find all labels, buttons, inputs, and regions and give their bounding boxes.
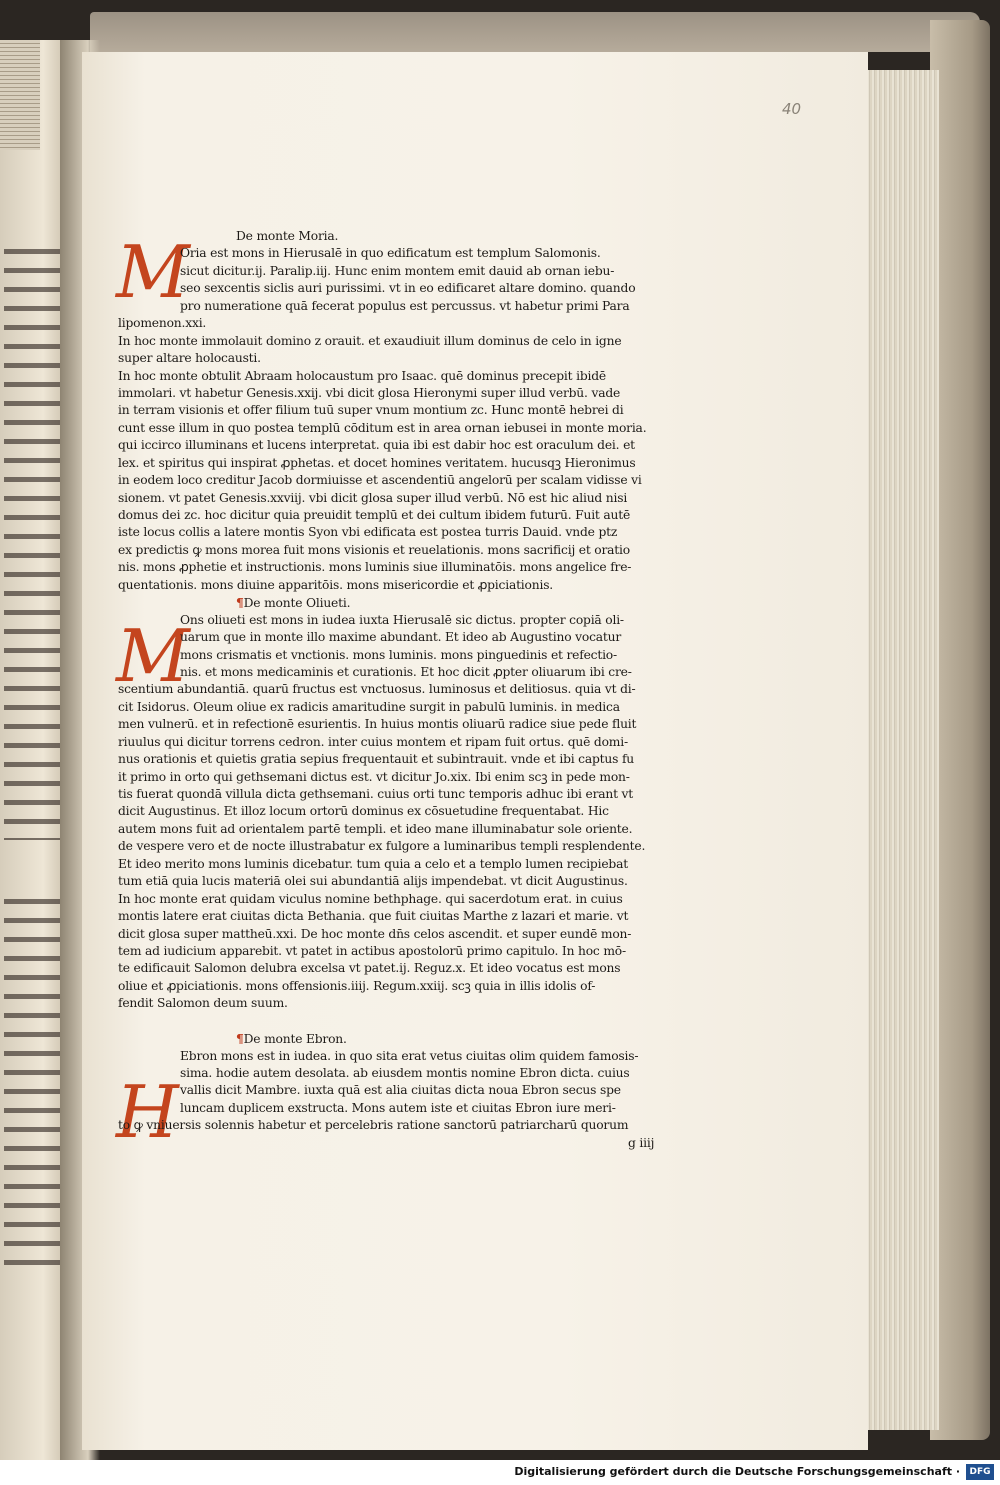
text-line: oliue et ꝓpiciationis. mons offensionis.iiij. Regum.xxiij. scꝫ quia in illis idolis of-	[118, 978, 596, 993]
text-line: pro numeratione quā fecerat populus est percussus. vt habetur primi Para	[180, 298, 630, 313]
text-line: In hoc monte obtulit Abraam holocaustum pro Isaac. quē dominus precepit ibidē	[118, 368, 607, 383]
text-block	[118, 228, 698, 1152]
text-line: luncam duplicem exstructa. Mons autem iste et ciuitas Ebron iure meri-	[180, 1100, 616, 1115]
footer-bar	[0, 1460, 1000, 1485]
text-line: sicut dicitur.ij. Paralip.iij. Hunc enim montem emit dauid ab ornan iebu-	[180, 263, 615, 278]
text-line: nus orationis et quietis gratia sepius frequentauit et subintrauit. vnde et ibi captus fu	[118, 752, 635, 767]
text-line: in eodem loco creditur Jacob dormiuisse et ascendentiū angelorū per scalam vidisse vi	[118, 473, 642, 488]
text-line: autem mons fuit ad orientalem partē templi. et ideo mane illuminabatur sole oriente.	[118, 821, 633, 836]
text-line: montis latere erat ciuitas dicta Bethania. que fuit ciuitas Marthe z lazari et marie. vt	[118, 909, 629, 924]
text-line: men vulnerū. et in refectionē esurientis. In huius montis oliuarū radice siue pede fluit	[118, 717, 637, 732]
drop-initial-2: M	[116, 614, 190, 698]
text-line: Ebron mons est in iudea. in quo sita erat vetus ciuitas olim quidem famosis-	[180, 1048, 639, 1063]
text-line: vallis dicit Mambre. iuxta quā est alia ciuitas dicta noua Ebron secus spe	[180, 1083, 621, 1098]
text-line: dicit Augustinus. Et illoz locum ortorū dominus ex cōsuetudine frequentabat. Hic	[118, 804, 609, 819]
text-line: to ꝙ vniuersis solennis habetur et percelebris ratione sanctorū patriarcharū quorum	[118, 1118, 629, 1133]
text-line: scentium abundantiā. quarū fructus est vnctuosus. luminosus et delitiosus. quia vt di-	[118, 682, 636, 697]
text-line: cit Isidorus. Oleum oliue ex radicis amaritudine surgit in pabulū luminis. in medica	[118, 699, 620, 714]
binding-fore-edge	[930, 20, 990, 1440]
section-heading	[118, 228, 698, 245]
section-gap	[118, 1013, 698, 1030]
text-line: tum etiā quia lucis materiā olei sui abundantiā alijs impendebat. vt dicit Augustinus.	[118, 874, 628, 889]
heading-text: De monte Moria.	[236, 229, 339, 243]
text-line: immolari. vt habetur Genesis.xxij. vbi dicit glosa Hieronymi super illud verbū. vade	[118, 385, 621, 400]
facing-text-fragment	[4, 240, 64, 840]
text-line: Ons oliueti est mons in iudea iuxta Hierusalē sic dictus. propter copiā oli-	[180, 612, 624, 627]
text-line: iste locus collis a latere montis Syon vbi edificata est postea turris Dauid. vnde ptz	[118, 525, 618, 540]
text-line: sionem. vt patet Genesis.xxviij. vbi dicit glosa super illud verbū. Nō est hic aliud nisi	[118, 490, 628, 505]
text-line: seo sexcentis siclis auri purissimi. vt in eo edificaret altare domino. quando	[180, 281, 636, 296]
text-line: nis. et mons medicaminis et curationis. Et hoc dicit ꝓpter oliuarum ibi cre-	[180, 664, 632, 679]
section-heading: ¶De monte Ebron.	[236, 1031, 347, 1047]
text-line: tis fuerat quondā villula dicta gethsemani. cuius orti tunc temporis adhuc ibi erant vt	[118, 787, 634, 801]
text-line: riuulus qui dicitur torrens cedron. inter cuius montem et ripam fuit ortus. quē domi-	[118, 734, 628, 749]
text-line: de vespere vero et de nocte illustrabatur ex fulgore a luminaribus templi resplendente.	[118, 839, 646, 854]
heading-text: De monte Ebron.	[243, 1032, 347, 1047]
heading-text: De monte Oliueti.	[243, 596, 351, 611]
text-line: super altare holocausti.	[118, 351, 261, 366]
text-line: uarum que in monte illo maxime abundant. Et ideo ab Augustino vocatur	[180, 630, 622, 645]
signature-mark: g iiij	[628, 1135, 655, 1150]
text-line: te edificauit Salomon delubra excelsa vt patet.ij. Reguz.x. Et ideo vocatus est mons	[118, 961, 621, 976]
text-line: In hoc monte immolauit domino z orauit. et exaudiuit illum dominus de celo in igne	[118, 333, 622, 348]
text-line: in terram visionis et offer filium tuū super vnum montium zc. Hunc montē hebrei di	[118, 403, 624, 418]
text-line: cunt esse illum in quo postea templū cōditum est in area ornan iebusei in monte moria.	[118, 420, 647, 435]
text-line: mons crismatis et vnctionis. mons luminis. mons pinguedinis et refectio-	[180, 647, 617, 662]
text-line: Oria est mons in Hierusalē in quo edificatum est templum Salomonis.	[180, 246, 601, 261]
text-line: qui iccirco illuminans et lucens interpretat. quia ibi est dabir hoc est oraculum dei. et	[118, 438, 635, 453]
page-block-edges	[866, 70, 939, 1430]
section-heading: ¶De monte Oliueti.	[236, 595, 351, 611]
text-line: domus dei zc. hoc dicitur quia preuidit templū et dei cultum ibidem futurū. Fuit autē	[118, 508, 631, 522]
text-line: quentationis. mons diuine apparitōis. mons misericordie et ꝓpiciationis.	[118, 577, 554, 592]
text-line: nis. mons ꝓphetie et instructionis. mons luminis siue illuminatōis. mons angelice fre-	[118, 560, 632, 575]
text-line: In hoc monte erat quidam viculus nomine bethphage. qui sacerdotum erat. in cuius	[118, 891, 623, 906]
text-line: lex. et spiritus qui inspirat ꝓphetas. et docet homines veritatem. hucusqꝫ Hieronimus	[118, 455, 636, 470]
funding-credit: Digitalisierung gefördert durch die Deutsche Forschungsgemeinschaft ·	[514, 1465, 960, 1478]
text-line: dicit glosa super mattheū.xxi. De hoc monte dn̄s celos ascendit. et super eundē mon-	[118, 926, 632, 941]
binding-top-edge	[90, 12, 980, 52]
facing-text-fragment	[4, 890, 64, 1270]
drop-initial-1: M	[116, 230, 190, 314]
text-line: lipomenon.xxi.	[118, 316, 207, 331]
dfg-logo: DFG	[966, 1464, 994, 1480]
text-line: it primo in orto qui gethsemani dictus est. vt dicitur Jo.xix. Ibi enim scꝫ in pede mon-	[118, 769, 630, 784]
text-line: ex predictis ꝙ mons morea fuit mons visionis et reuelationis. mons sacrificij et oratio	[118, 542, 630, 557]
text-line: fendit Salomon deum suum.	[118, 996, 288, 1011]
drop-initial-3: H	[116, 1070, 179, 1154]
text-line: sima. hodie autem desolata. ab eiusdem montis nomine Ebron dicta. cuius	[180, 1066, 630, 1080]
page-stack	[0, 40, 40, 150]
text-line: tem ad iudicium apparebit. vt patet in actibus apostolorū primo capitulo. In hoc mō-	[118, 943, 626, 958]
folio-number: 40	[782, 100, 802, 118]
text-line: Et ideo merito mons luminis dicebatur. tum quia a celo et a templo lumen recipiebat	[118, 856, 628, 871]
